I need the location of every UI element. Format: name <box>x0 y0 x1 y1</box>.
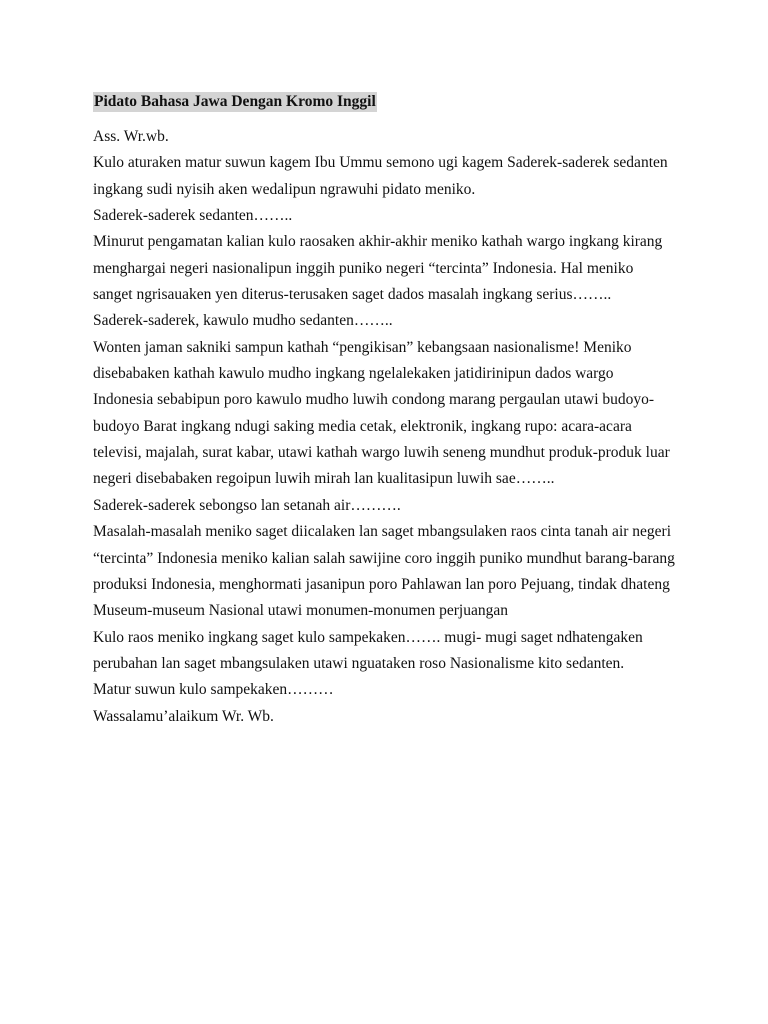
document-title: Pidato Bahasa Jawa Dengan Kromo Inggil <box>94 93 376 110</box>
text-line: Indonesia sebabipun poro kawulo mudho luwih condong marang pergaulan utawi budoyo- <box>93 391 655 409</box>
text-line: perubahan lan saget mbangsulaken utawi nguataken roso Nasionalisme kito sedanten. <box>93 654 625 672</box>
text-line: televisi, majalah, surat kabar, utawi kathah wargo luwih seneng mundhut produk-produk luar <box>93 444 670 462</box>
text-line: sanget ngrisauaken yen diterus-terusaken saget dados masalah ingkang serius…….. <box>93 286 612 304</box>
text-line: Kulo aturaken matur suwun kagem Ibu Ummu semono ugi kagem Saderek-saderek sedanten <box>93 154 668 172</box>
text-line: Museum-museum Nasional utawi monumen-monumen perjuangan <box>93 602 508 620</box>
text-line: disebabaken kathah kawulo mudho ingkang ngelalekaken jatidirinipun dados wargo <box>93 365 614 383</box>
text-line: ingkang sudi nyisih aken wedalipun ngrawuhi pidato meniko. <box>93 180 476 198</box>
text-line: Kulo raos meniko ingkang saget kulo sampekaken……. mugi- mugi saget ndhatengaken <box>93 628 643 646</box>
text-line: budoyo Barat ingkang ndugi saking media cetak, elektronik, ingkang rupo: acara-acara <box>93 417 632 435</box>
text-line: Wassalamu’alaikum Wr. Wb. <box>93 707 274 725</box>
document-page <box>93 92 713 730</box>
text-line: Minurut pengamatan kalian kulo raosaken akhir-akhir meniko kathah wargo ingkang kirang <box>93 233 663 251</box>
text-line: menghargai negeri nasionalipun inggih puniko negeri “tercinta” Indonesia. Hal meniko <box>93 259 634 277</box>
text-line: Ass. Wr.wb. <box>93 128 169 145</box>
text-line: Saderek-saderek, kawulo mudho sedanten…….. <box>93 312 393 330</box>
text-line: Matur suwun kulo sampekaken……… <box>93 681 334 699</box>
text-line: negeri disebabaken regoipun luwih mirah lan kualitasipun luwih sae…….. <box>93 470 555 488</box>
text-line: Saderek-saderek sedanten…….. <box>93 207 293 225</box>
text-line: Saderek-saderek sebongso lan setanah air………. <box>93 496 401 514</box>
text-line: Masalah-masalah meniko saget diicalaken lan saget mbangsulaken raos cinta tanah air negeri <box>93 523 672 541</box>
text-line: “tercinta” Indonesia meniko kalian salah sawijine coro inggih puniko mundhut barang-barang <box>93 549 675 567</box>
document-body <box>93 124 713 730</box>
text-line: Wonten jaman sakniki sampun kathah “pengikisan” kebangsaan nasionalisme! Meniko <box>93 338 632 356</box>
text-line: produksi Indonesia, menghormati jasanipun poro Pahlawan lan poro Pejuang, tindak dhateng <box>93 575 670 593</box>
